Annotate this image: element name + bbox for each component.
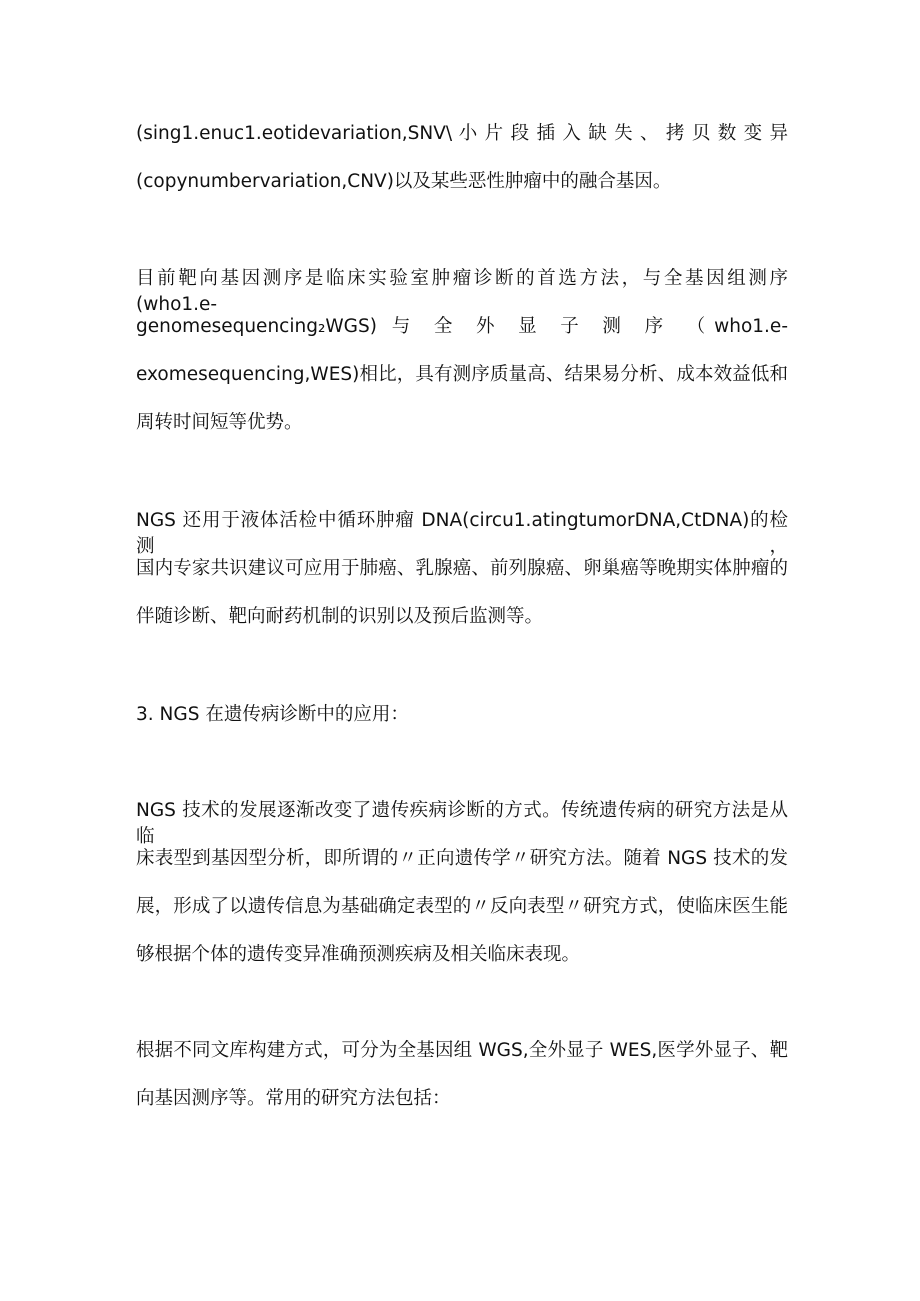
paragraph-3-line-1: NGS 还用于液体活检中循环肿瘤 DNA(circu1.atingtumorDNA,CtDNA)的检测， <box>136 510 788 557</box>
paragraph-3-line-2: 国内专家共识建议可应用于肺癌、乳腺癌、前列腺癌、卵巢癌等晚期实体肿瘤的 <box>136 558 788 579</box>
paragraph-5-line-1: NGS 技术的发展逐渐改变了遗传疾病诊断的方式。传统遗传病的研究方法是从临 <box>136 800 788 847</box>
paragraph-2-line-1: 目前靶向基因测序是临床实验室肿瘤诊断的首选方法，与全基因组测序(who1.e- <box>136 268 788 315</box>
paragraph-6-line-1: 根据不同文库构建方式，可分为全基因组 WGS,全外显子 WES,医学外显子、靶 <box>136 1040 788 1061</box>
paragraph-1-line-1: (sing1.enuc1.eotidevariation,SNV\ 小 片 段 插 入 缺 失 、 拷 贝 数 变 异 <box>136 123 788 144</box>
paragraph-5-line-4: 够根据个体的遗传变异准确预测疾病及相关临床表现。 <box>136 944 581 965</box>
paragraph-1-line-2: (copynumbervariation,CNV)以及某些恶性肿瘤中的融合基因。 <box>136 171 672 192</box>
paragraph-5-line-2: 床表型到基因型分析，即所谓的〃正向遗传学〃研究方法。随着 NGS 技术的发 <box>136 848 788 869</box>
section-heading: 3. NGS 在遗传病诊断中的应用： <box>136 704 409 725</box>
paragraph-2-line-4: 周转时间短等优势。 <box>136 412 303 433</box>
paragraph-2-line-3: exomesequencing,WES)相比，具有测序质量高、结果易分析、成本效益低和 <box>136 364 788 385</box>
paragraph-6-line-2: 向基因测序等。常用的研究方法包括： <box>136 1088 451 1109</box>
paragraph-2-line-2: genomesequencing₂WGS) 与 全 外 显 子 测 序 （who1.e- <box>136 316 788 337</box>
paragraph-3-line-3: 伴随诊断、靶向耐药机制的识别以及预后监测等。 <box>136 606 544 627</box>
paragraph-5-line-3: 展，形成了以遗传信息为基础确定表型的〃反向表型〃研究方式，使临床医生能 <box>136 896 788 917</box>
